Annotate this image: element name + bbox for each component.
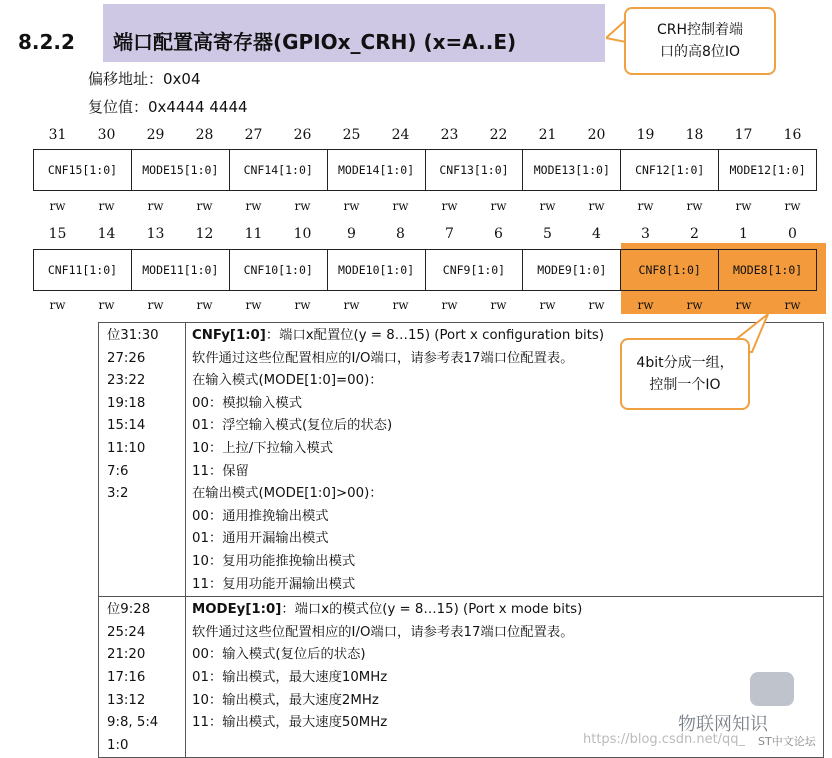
access-rw: rw <box>784 199 801 213</box>
bit-number: 7 <box>445 226 454 242</box>
bit-number: 5 <box>543 226 552 242</box>
bit-number: 27 <box>244 127 263 143</box>
bit-number: 18 <box>685 127 704 143</box>
bit-position: 25:24 <box>107 624 146 640</box>
register-field: CNF12[1:0] <box>621 150 719 190</box>
bit-position: 27:26 <box>107 350 146 366</box>
register-field: CNF13[1:0] <box>426 150 524 190</box>
description-line: 10：复用功能推挽输出模式 <box>192 553 356 569</box>
access-rw: rw <box>686 199 703 213</box>
access-rw: rw <box>539 199 556 213</box>
reset-value: 复位值：0x4444 4444 <box>88 98 248 116</box>
description-line: 在输入模式(MODE[1:0]=00)： <box>192 373 383 389</box>
upper-bit-numbers <box>33 127 817 143</box>
register-field: MODE15[1:0] <box>132 150 230 190</box>
bit-number: 9 <box>347 226 356 242</box>
register-field: CNF11[1:0] <box>34 250 132 290</box>
access-rw: rw <box>588 298 605 312</box>
access-rw: rw <box>392 199 409 213</box>
bit-number: 20 <box>587 127 606 143</box>
bit-number: 30 <box>97 127 116 143</box>
access-rw: rw <box>196 298 213 312</box>
upper-register-fields <box>33 149 817 191</box>
bit-number: 19 <box>636 127 655 143</box>
bit-number: 1 <box>739 226 748 242</box>
bit-number: 3 <box>641 226 650 242</box>
callout-4bit <box>620 338 750 410</box>
brand-watermark: 物联网知识 <box>678 714 768 735</box>
bit-position: 位9:28 <box>107 602 151 618</box>
access-rw: rw <box>343 298 360 312</box>
url-watermark: https://blog.csdn.net/qq_ <box>583 732 746 747</box>
description-line: 01：输出模式，最大速度10MHz <box>192 669 388 685</box>
mode-name: MODEy[1:0] <box>192 602 282 618</box>
access-rw: rw <box>441 199 458 213</box>
callout-crh <box>624 7 776 75</box>
bit-position: 17:16 <box>107 669 146 685</box>
bit-position: 位31:30 <box>107 328 159 343</box>
register-field: MODE12[1:0] <box>729 163 806 177</box>
bit-number: 16 <box>783 127 802 143</box>
bit-number: 22 <box>489 127 508 143</box>
bit-position: 15:14 <box>107 418 146 434</box>
access-rw: rw <box>98 298 115 312</box>
chat-bubble-icon <box>750 672 794 706</box>
register-field: CNF8[1:0] <box>621 250 719 290</box>
bit-position: 9:8, 5:4 <box>107 715 159 731</box>
bit-position: 1:0 <box>107 737 129 753</box>
access-rw: rw <box>735 199 752 213</box>
bit-position: 3:2 <box>107 486 129 502</box>
access-rw: rw <box>49 199 66 213</box>
access-rw: rw <box>637 199 654 213</box>
register-field: MODE11[1:0] <box>132 250 230 290</box>
register-field: MODE13[1:0] <box>523 150 621 190</box>
access-rw: rw <box>588 199 605 213</box>
register-field: CNF14[1:0] <box>230 150 328 190</box>
access-rw: rw <box>294 298 311 312</box>
bit-number: 10 <box>293 226 312 242</box>
bit-number: 6 <box>494 226 503 242</box>
access-rw: rw <box>392 298 409 312</box>
description-line: 00：输入模式(复位后的状态) <box>192 647 366 663</box>
cnf-positions <box>99 323 186 597</box>
access-rw: rw <box>441 298 458 312</box>
forum-watermark: ST中文论坛 <box>758 735 816 748</box>
cnf-title: ：端口x配置位(y = 8…15) (Port x configuration bits) <box>265 328 605 343</box>
bit-position: 13:12 <box>107 692 146 708</box>
bit-number: 25 <box>342 127 361 143</box>
access-rw: rw <box>490 298 507 312</box>
description-line: 11：复用功能开漏输出模式 <box>192 576 356 592</box>
bit-position: 21:20 <box>107 647 146 663</box>
register-field: CNF15[1:0] <box>34 150 132 190</box>
access-rw: rw <box>539 298 556 312</box>
description-line: 在输出模式(MODE[1:0]>00)： <box>192 486 383 502</box>
callout-crh-line: 口的高8位IO <box>659 44 741 60</box>
access-rw: rw <box>784 298 801 312</box>
bit-number: 0 <box>788 226 797 242</box>
callout-4bit-line: 4bit分成一组， <box>636 355 734 371</box>
mode-positions <box>99 597 186 758</box>
callout-pointer <box>606 8 626 48</box>
register-field: CNF10[1:0] <box>230 250 328 290</box>
bit-number: 24 <box>391 127 410 143</box>
section-title: 端口配置高寄存器(GPIOx_CRH) (x=A..E) <box>113 30 517 54</box>
bit-number: 15 <box>48 226 67 242</box>
bit-number: 14 <box>97 226 116 242</box>
callout-crh-line: CRH控制着端 <box>656 22 744 38</box>
description-line: 01：通用开漏输出模式 <box>192 531 329 547</box>
description-line: 软件通过这些位配置相应的I/O端口，请参考表17端口位配置表。 <box>192 624 574 640</box>
lower-bit-numbers <box>33 226 817 242</box>
description-line: 00：模拟输入模式 <box>192 395 302 411</box>
bit-number: 23 <box>440 127 459 143</box>
lower-register-fields <box>33 249 817 291</box>
bit-position: 19:18 <box>107 395 146 411</box>
access-rw: rw <box>343 199 360 213</box>
bit-number: 26 <box>293 127 312 143</box>
access-rw: rw <box>490 199 507 213</box>
bit-number: 11 <box>244 226 263 242</box>
bit-number: 31 <box>48 127 67 143</box>
bit-number: 12 <box>195 226 214 242</box>
register-field: MODE9[1:0] <box>523 250 621 290</box>
access-rw: rw <box>147 298 164 312</box>
cnf-name: CNFy[1:0] <box>192 328 266 343</box>
description-line: 11：输出模式，最大速度50MHz <box>192 715 388 731</box>
bit-number: 17 <box>734 127 753 143</box>
bit-position: 7:6 <box>107 463 129 479</box>
description-line: 00：通用推挽输出模式 <box>192 508 329 524</box>
bit-number: 28 <box>195 127 214 143</box>
lower-access <box>33 298 817 312</box>
access-rw: rw <box>245 298 262 312</box>
access-rw: rw <box>294 199 311 213</box>
section-number: 8.2.2 <box>18 30 75 54</box>
access-rw: rw <box>686 298 703 312</box>
access-rw: rw <box>637 298 654 312</box>
register-field: CNF9[1:0] <box>426 250 524 290</box>
register-field: MODE8[1:0] <box>719 250 816 290</box>
register-field: MODE10[1:0] <box>328 250 426 290</box>
callout-4bit-line: 控制一个IO <box>649 377 721 393</box>
upper-access <box>33 199 817 213</box>
access-rw: rw <box>49 298 66 312</box>
description-line: 01：浮空输入模式(复位后的状态) <box>192 418 393 434</box>
bit-number: 2 <box>690 226 699 242</box>
description-line: 11：保留 <box>192 463 249 479</box>
register-field: MODE14[1:0] <box>328 150 426 190</box>
access-rw: rw <box>735 298 752 312</box>
bit-number: 13 <box>146 226 165 242</box>
bit-number: 29 <box>146 127 165 143</box>
access-rw: rw <box>245 199 262 213</box>
offset-address: 偏移地址：0x04 <box>88 70 201 88</box>
access-rw: rw <box>147 199 164 213</box>
bit-number: 8 <box>396 226 405 242</box>
bit-number: 21 <box>538 127 557 143</box>
description-line: 10：上拉/下拉输入模式 <box>192 440 334 456</box>
mode-title: ：端口x的模式位(y = 8…15) (Port x mode bits) <box>281 602 583 618</box>
access-rw: rw <box>98 199 115 213</box>
access-rw: rw <box>196 199 213 213</box>
description-line: 10：输出模式，最大速度2MHz <box>192 692 379 708</box>
description-line: 软件通过这些位配置相应的I/O端口，请参考表17端口位配置表。 <box>192 350 574 366</box>
bit-number: 4 <box>592 226 601 242</box>
bit-position: 23:22 <box>107 373 146 389</box>
bit-position: 11:10 <box>107 440 146 456</box>
